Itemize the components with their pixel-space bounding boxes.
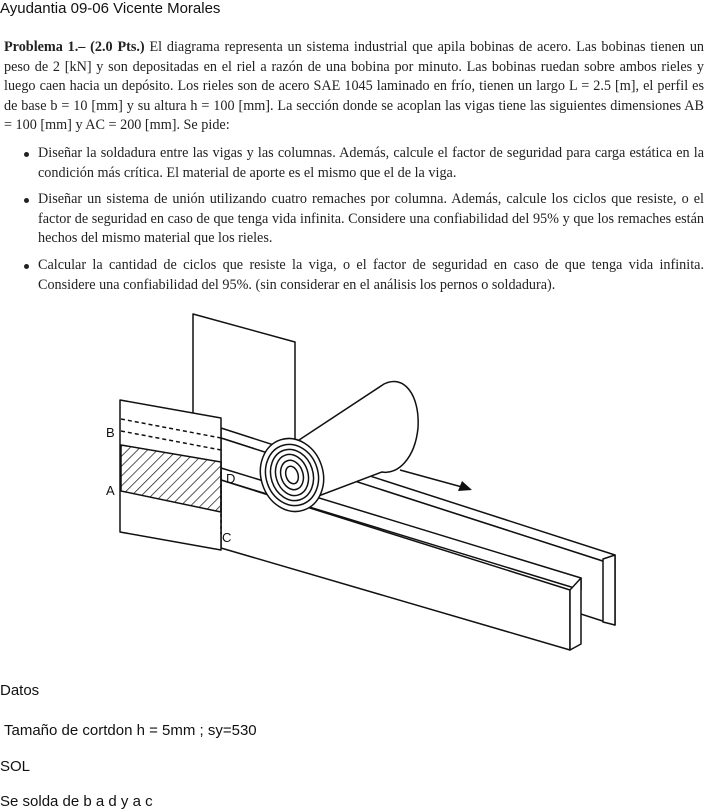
task-list <box>4 144 704 295</box>
datos-line: Tamaño de cortdon h = 5mm ; sy=530 <box>4 722 257 739</box>
label-d: D <box>226 471 236 486</box>
problem-text: El diagrama representa un sistema industrial que apila bobinas de acero. Las bobinas tienen un peso de 2 [kN] y son depositadas en el riel a razón de una bobina por minuto. Las bobinas ruedan sobre ambos rieles y luego caen hacia un depósito. Los rieles son de acero SAE 1045 laminado en frío, tienen un largo L = 2.5 [m], el perfil es de base b = 10 [mm] y su altura h = 100 [mm]. La sección donde se acoplan las vigas tiene las siguientes dimensiones AB = 100 [mm] y AC = 200 [mm]. Se pide: <box>4 39 705 134</box>
sol-line: Se solda de b a d y a c <box>0 793 153 810</box>
label-b: B <box>106 425 115 440</box>
near-rail-end <box>570 578 581 650</box>
sol-heading: SOL <box>0 758 31 775</box>
coil-rail-diagram <box>0 300 707 660</box>
datos-heading: Datos <box>0 682 40 699</box>
problem-title: Problema 1.– (2.0 Pts.) <box>4 39 145 55</box>
problem-statement <box>4 38 704 302</box>
label-c: C <box>222 530 232 545</box>
motion-arrow-icon <box>400 470 472 491</box>
task-item: Diseñar la soldadura entre las vigas y las columnas. Además, calcule el factor de seguridad para carga estática en la condición más crítica. El material de aporte es el mismo que el de la viga. <box>4 144 704 183</box>
problem-intro <box>4 38 704 136</box>
far-rail-end <box>603 555 615 625</box>
page-title: Ayudantia 09-06 Vicente Morales <box>0 0 221 17</box>
task-item: Calcular la cantidad de ciclos que resiste la viga, o el factor de seguridad en caso de que tenga vida infinita. Considere una confiabilidad del 95%. (sin considerar en el análisis los pernos o soldadura). <box>4 256 704 295</box>
task-item: Diseñar un sistema de unión utilizando cuatro remaches por columna. Además, calcule los ciclos que resiste, o el factor de seguridad en caso de que tenga vida infinita. Considere una confiabilidad del 95% y que los remaches están hechos del mismo material que los rieles. <box>4 190 704 249</box>
label-a: A <box>106 483 115 498</box>
